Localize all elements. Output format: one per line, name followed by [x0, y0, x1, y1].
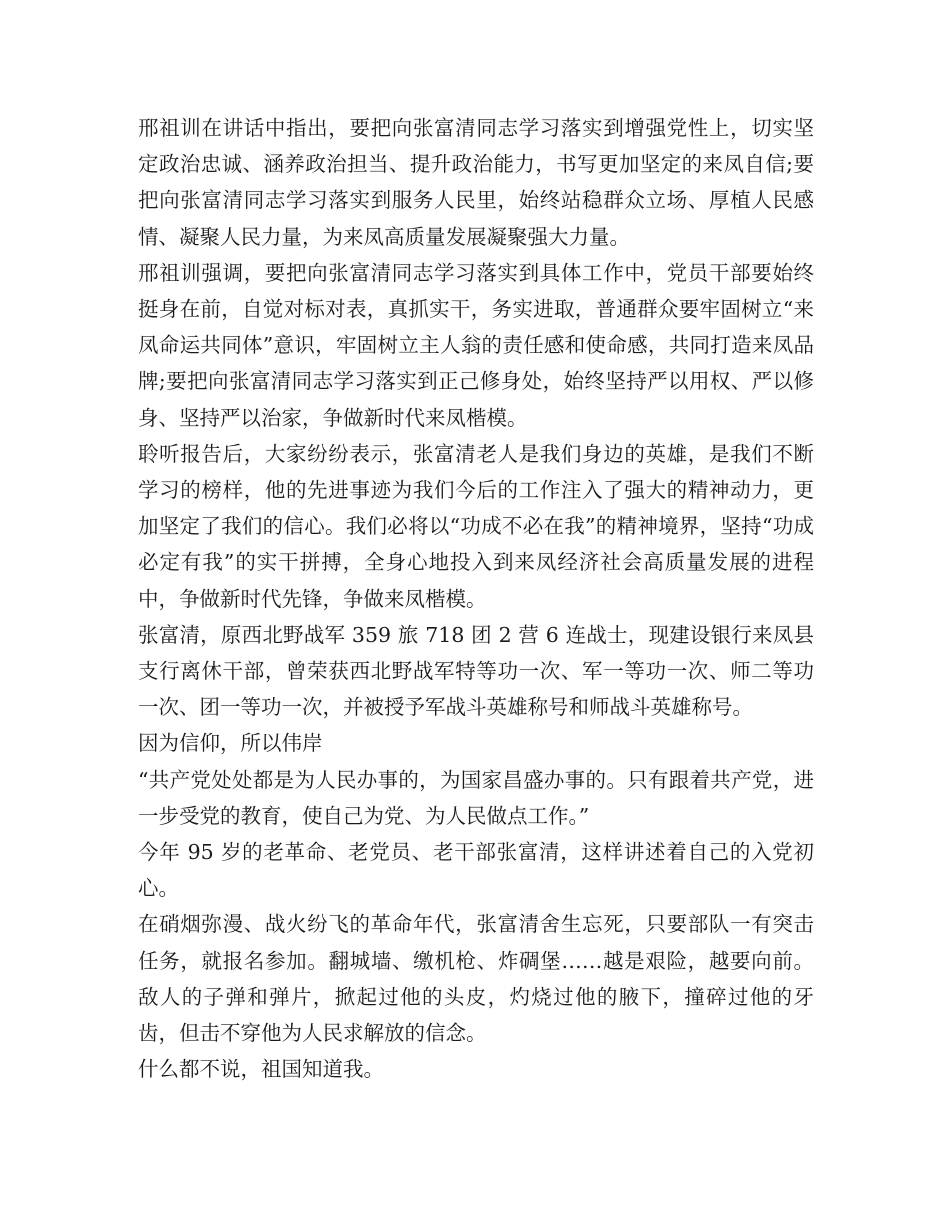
paragraph-introduction: 今年 95 岁的老革命、老党员、老干部张富清，这样讲述着自己的入党初心。	[138, 840, 814, 901]
paragraph-war-history: 在硝烟弥漫、战火纷飞的革命年代，张富清舍生忘死，只要部队一有突击任务，就报名参加。翻城墙、缴机枪、炸碉堡……越是艰险，越要向前。敌人的子弹和弹片，掀起过他的头皮，灼烧过他的腋下，撞碎过他的牙齿，但击不穿他为人民求解放的信念。	[138, 912, 814, 1046]
paragraph-speech-emphasis: 邢祖训强调，要把向张富清同志学习落实到具体工作中，党员干部要始终挺身在前，自觉对标对表，真抓实干，务实进取，普通群众要牢固树立“来凤命运共同体”意识，牢固树立主人翁的责任感和使命感，共同打造来凤品牌;要把向张富清同志学习落实到正己修身处，始终坚持严以用权、严以修身、坚持严以治家，争做新时代来凤楷模。	[138, 260, 814, 430]
section-heading: 因为信仰，所以伟岸	[138, 731, 323, 756]
paragraph-closing: 什么都不说，祖国知道我。	[138, 1057, 384, 1082]
article-body	[138, 110, 814, 1087]
paragraph-speech-points: 邢祖训在讲话中指出，要把向张富清同志学习落实到增强党性上，切实坚定政治忠诚、涵养政治担当、提升政治能力，书写更加坚定的来凤自信;要把向张富清同志学习落实到服务人民里，始终站稳群众立场、厚植人民感情、凝聚人民力量，为来凤高质量发展凝聚强大力量。	[138, 116, 814, 249]
paragraph-quote: “共产党处处都是为人民办事的，为国家昌盛办事的。只有跟着共产党，进一步受党的教育，使自己为党、为人民做点工作。”	[138, 767, 814, 828]
paragraph-biography: 张富清，原西北野战军 359 旅 718 团 2 营 6 连战士，现建设银行来凤县支行离休干部，曾荣获西北野战军特等功一次、军一等功一次、师二等功一次、团一等功一次，并被授予军战斗英雄称号和师战斗英雄称号。	[138, 622, 814, 720]
paragraph-audience-response: 聆听报告后，大家纷纷表示，张富清老人是我们身边的英雄，是我们不断学习的榜样，他的先进事迹为我们今后的工作注入了强大的精神动力，更加坚定了我们的信心。我们必将以“功成不必在我”的精神境界，坚持“功成必定有我”的实干拼搏，全身心地投入到来凤经济社会高质量发展的进程中，争做新时代先锋，争做来凤楷模。	[138, 441, 814, 611]
